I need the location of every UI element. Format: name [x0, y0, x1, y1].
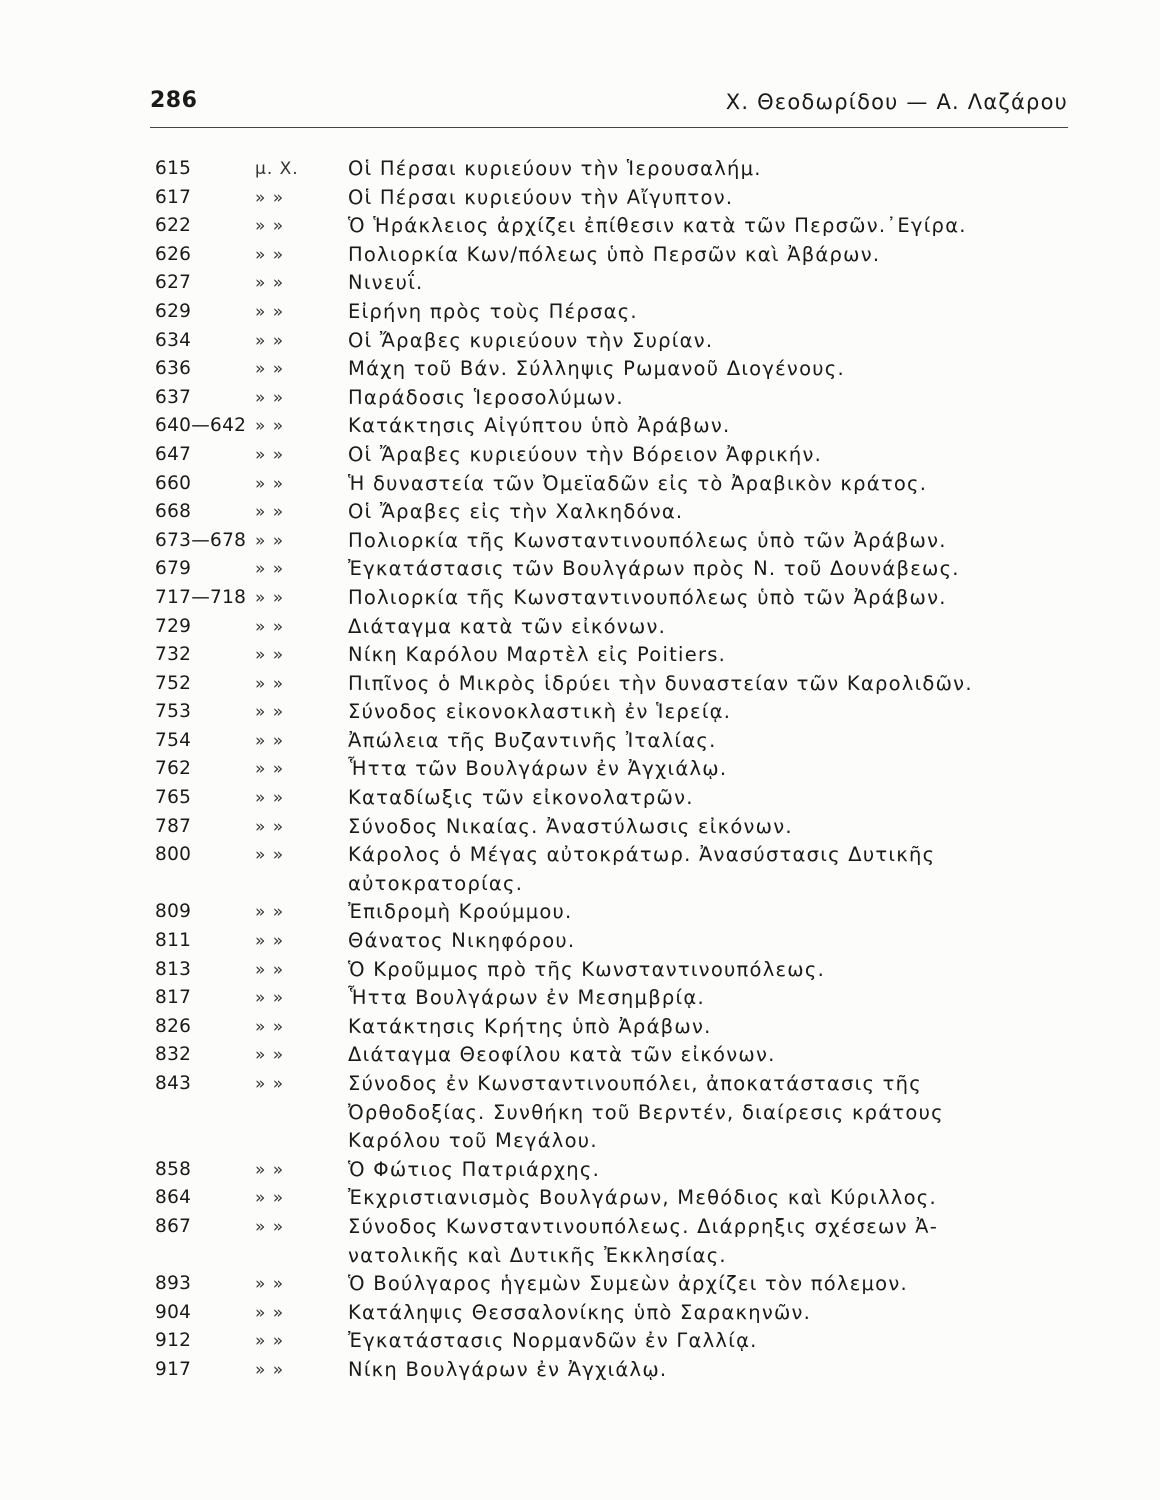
entry-year: 717—718: [155, 586, 247, 608]
entry-event-line: Νίκη Καρόλου Μαρτὲλ εἰς Poitiers.: [348, 643, 727, 667]
entry-era: » »: [255, 1274, 285, 1295]
entry-event: [348, 698, 1080, 727]
entry-year: 626: [155, 243, 192, 265]
chronology-entry: [155, 613, 1080, 642]
entry-event: [348, 613, 1080, 642]
entry-year: 754: [155, 729, 192, 751]
header-divider: [150, 127, 1068, 128]
chronology-entry: [155, 1327, 1080, 1356]
entry-era: » »: [255, 444, 285, 465]
entry-event: [348, 641, 1080, 670]
entry-era: » »: [255, 616, 285, 637]
entry-event-line: Οἱ Ἄραβες εἰς τὴν Χαλκηδόνα.: [348, 500, 684, 524]
entry-event-line: νατολικῆς καὶ Δυτικῆς Ἐκκλησίας.: [348, 1243, 727, 1267]
entry-event-line: Ὁ Ἡράκλειος ἀρχίζει ἐπίθεσιν κατὰ τῶν Περσῶν.᾿Εγίρα.: [348, 214, 967, 238]
chronology-entry: [155, 241, 1080, 270]
entry-year: 636: [155, 358, 192, 380]
page-number: 286: [150, 88, 198, 113]
entry-event: [348, 1299, 1080, 1328]
entry-event: [348, 355, 1080, 384]
entry-year: 732: [155, 644, 192, 666]
entry-event: [348, 184, 1080, 213]
chronology-entry: [155, 470, 1080, 499]
entry-era: » »: [255, 1159, 285, 1180]
entry-event: [348, 956, 1080, 985]
entry-era: » »: [255, 845, 285, 866]
entry-era: » »: [255, 959, 285, 980]
entry-event-line: Μάχη τοῦ Βάν. Σύλληψις Ρωμανοῦ Διογένους.: [348, 357, 845, 381]
entry-event-line: Ἐπιδρομὴ Κρούμμου.: [348, 900, 573, 924]
chronology-entry: [155, 727, 1080, 756]
entry-era: » »: [255, 1074, 285, 1094]
entry-event-line: Κάρολος ὁ Μέγας αὐτοκράτωρ. Ἀνασύστασις Δυτικῆς: [348, 843, 936, 867]
entry-era: » »: [255, 816, 285, 837]
entry-year: 800: [155, 844, 192, 866]
entry-event-line: Ἐκχριστιανισμὸς Βουλγάρων, Μεθόδιος καὶ Κύριλλος.: [348, 1186, 937, 1210]
entry-era: » »: [255, 673, 285, 694]
entry-event: [348, 212, 1080, 241]
entry-event: [348, 1270, 1080, 1299]
entry-year: 627: [155, 272, 192, 294]
entry-year: 629: [155, 300, 192, 322]
entry-event: [348, 327, 1080, 356]
entry-era: » »: [255, 1331, 285, 1352]
entry-era: » »: [255, 1302, 285, 1323]
entry-year: 858: [155, 1158, 192, 1180]
entry-year: 752: [155, 672, 192, 694]
entry-event-line: Σύνοδος ἐν Κωνσταντινουπόλει, ἀποκατάστασις τῆς: [348, 1072, 922, 1095]
entry-event-line: Ἐγκατάστασις τῶν Βουλγάρων πρὸς Ν. τοῦ Δουνάβεως.: [348, 557, 960, 581]
entry-event: [348, 1213, 1080, 1270]
entry-event-line: Ἀπώλεια τῆς Βυζαντινῆς Ἰταλίας.: [348, 728, 717, 752]
entry-era: » »: [255, 1016, 285, 1037]
entry-year: 668: [155, 501, 192, 523]
entry-era: » »: [255, 273, 285, 294]
entry-year: 787: [155, 815, 192, 837]
entry-era: » »: [255, 730, 285, 751]
entry-year: 811: [155, 930, 192, 952]
entry-year: 809: [155, 901, 192, 923]
entry-era: » »: [255, 1188, 285, 1209]
chronology-entry: [155, 412, 1080, 441]
entry-event-line: Οἱ Ἄραβες κυριεύουν τὴν Βόρειον Ἀφρικήν.: [348, 442, 823, 466]
entry-year: 912: [155, 1330, 192, 1352]
entry-event-line: Διάταγμα κατὰ τῶν εἰκόνων.: [348, 614, 667, 638]
entry-era: » »: [255, 187, 285, 208]
entry-event-line: Πολιορκία τῆς Κωνσταντινουπόλεως ὑπὸ τῶν Ἀράβων.: [348, 528, 947, 552]
chronology-entry: [155, 184, 1080, 213]
entry-year: 640—642: [155, 415, 247, 437]
entry-era: » »: [255, 473, 285, 494]
entry-era: » »: [255, 301, 285, 322]
entry-event-line: Θάνατος Νικηφόρου.: [348, 929, 576, 953]
chronology-list: [155, 155, 1080, 1385]
entry-era: » »: [255, 330, 285, 351]
entry-event: [348, 584, 1080, 613]
entry-year: 637: [155, 386, 192, 408]
entry-era: μ. Χ.: [255, 159, 299, 179]
entry-event-line: Ἧττα Βουλγάρων ἐν Μεσημβρίᾳ.: [348, 986, 705, 1010]
entry-era: » »: [255, 988, 285, 1009]
entry-event: [348, 470, 1080, 499]
chronology-entry: [155, 670, 1080, 699]
chronology-entry: [155, 813, 1080, 842]
entry-year: 634: [155, 329, 192, 351]
entry-event-line: Ὁ Φώτιος Πατριάρχης.: [348, 1157, 601, 1181]
entry-event: [348, 1041, 1080, 1070]
entry-year: 813: [155, 958, 192, 980]
entry-event-line: Σύνοδος Κωνσταντινουπόλεως. Διάρρηξις σχέσεων Ἀ-: [348, 1214, 939, 1238]
chronology-entry: [155, 212, 1080, 241]
entry-year: 917: [155, 1358, 192, 1380]
entry-event: [348, 412, 1080, 441]
chronology-entry: [155, 1070, 1080, 1156]
entry-event: [348, 1327, 1080, 1356]
entry-event: [348, 384, 1080, 413]
entry-event-line: Ὁ Κροῦμμος πρὸ τῆς Κωνσταντινουπόλεως.: [348, 957, 826, 981]
entry-event-line: Πολιορκία τῆς Κωνσταντινουπόλεως ὑπὸ τῶν Ἀράβων.: [348, 585, 947, 609]
entry-year: 729: [155, 615, 192, 637]
entry-event-line: Εἰρήνη πρὸς τοὺς Πέρσας.: [348, 299, 638, 323]
entry-event-line: Ἧττα τῶν Βουλγάρων ἐν Ἀγχιάλῳ.: [348, 757, 728, 781]
chronology-entry: [155, 155, 1080, 184]
entry-year: 647: [155, 443, 192, 465]
running-title: Χ. Θεοδωρίδου — Α. Λαζάρου: [725, 90, 1068, 114]
entry-event-line: Ἡ δυναστεία τῶν Ὀμεϊαδῶν εἰς τὸ Ἀραβικὸν κράτος.: [348, 471, 928, 495]
entry-year: 617: [155, 186, 192, 208]
entry-year: 826: [155, 1015, 192, 1037]
entry-event: [348, 298, 1080, 327]
chronology-entry: [155, 698, 1080, 727]
chronology-entry: [155, 1156, 1080, 1185]
entry-year: 753: [155, 701, 192, 723]
entry-event-line: Οἱ Πέρσαι κυριεύουν τὴν Ἱερουσαλήμ.: [348, 157, 762, 180]
page-header: [150, 88, 1068, 122]
chronology-entry: [155, 1299, 1080, 1328]
chronology-entry: [155, 841, 1080, 898]
chronology-entry: [155, 641, 1080, 670]
entry-event-line: Κατάκτησις Αἰγύπτου ὑπὸ Ἀράβων.: [348, 414, 731, 438]
chronology-entry: [155, 1213, 1080, 1270]
entry-era: » »: [255, 1045, 285, 1066]
entry-era: » »: [255, 1359, 285, 1380]
entry-year: 843: [155, 1073, 192, 1094]
entry-event: [348, 898, 1080, 927]
chronology-entry: [155, 584, 1080, 613]
chronology-entry: [155, 1356, 1080, 1385]
entry-era: » »: [255, 387, 285, 408]
entry-event: [348, 555, 1080, 584]
chronology-entry: [155, 355, 1080, 384]
entry-event: [348, 984, 1080, 1013]
chronology-entry: [155, 755, 1080, 784]
entry-event: [348, 441, 1080, 470]
chronology-entry: [155, 384, 1080, 413]
chronology-entry: [155, 984, 1080, 1013]
entry-year: 864: [155, 1187, 192, 1209]
entry-event: [348, 841, 1080, 898]
entry-event: [348, 1070, 1080, 1156]
entry-event-line: Σύνοδος Νικαίας. Ἀναστύλωσις εἰκόνων.: [348, 814, 793, 838]
entry-event-line: Ὀρθοδοξίας. Συνθήκη τοῦ Βερντέν, διαίρεσις κράτους: [348, 1100, 944, 1124]
entry-event-line: Σύνοδος εἰκονοκλαστικὴ ἐν Ἱερείᾳ.: [348, 700, 732, 724]
chronology-entry: [155, 298, 1080, 327]
entry-event-line: Πιπῖνος ὁ Μικρὸς ἱδρύει τὴν δυναστείαν τῶν Καρολιδῶν.: [348, 671, 973, 695]
entry-event: [348, 269, 1080, 298]
entry-event-line: Πολιορκία Κων/πόλεως ὑπὸ Περσῶν καὶ Ἀβάρων.: [348, 242, 881, 266]
entry-era: » »: [255, 788, 285, 809]
entry-era: » »: [255, 416, 285, 437]
chronology-entry: [155, 898, 1080, 927]
entry-era: » »: [255, 530, 285, 551]
entry-event-line: Κατάκτησις Κρήτης ὑπὸ Ἀράβων.: [348, 1014, 712, 1038]
entry-era: » »: [255, 359, 285, 380]
chronology-entry: [155, 555, 1080, 584]
entry-event: [348, 1156, 1080, 1185]
entry-event-line: Κατάληψις Θεσσαλονίκης ὑπὸ Σαρακηνῶν.: [348, 1300, 812, 1324]
entry-event: [348, 813, 1080, 842]
entry-year: 817: [155, 987, 192, 1009]
entry-event-line: Οἱ Πέρσαι κυριεύουν τὴν Αἴγυπτον.: [348, 185, 734, 209]
entry-year: 832: [155, 1044, 192, 1066]
chronology-entry: [155, 784, 1080, 813]
entry-era: » »: [255, 244, 285, 265]
entry-era: » »: [255, 931, 285, 952]
entry-year: 867: [155, 1215, 192, 1237]
entry-event-line: Διάταγμα Θεοφίλου κατὰ τῶν εἰκόνων.: [348, 1043, 776, 1067]
entry-event: [348, 527, 1080, 556]
chronology-entry: [155, 1041, 1080, 1070]
entry-year: 765: [155, 787, 192, 809]
entry-event: [348, 498, 1080, 527]
entry-year: 622: [155, 215, 192, 237]
entry-event-line: αὐτοκρατορίας.: [348, 871, 524, 895]
entry-era: » »: [255, 559, 285, 580]
entry-era: » »: [255, 587, 285, 608]
chronology-entry: [155, 927, 1080, 956]
entry-event: [348, 1184, 1080, 1213]
entry-event: [348, 1013, 1080, 1042]
entry-event: [348, 155, 1080, 184]
entry-era: » »: [255, 645, 285, 666]
chronology-entry: [155, 1184, 1080, 1213]
entry-event: [348, 755, 1080, 784]
entry-event: [348, 927, 1080, 956]
entry-event-line: Ὁ Βούλγαρος ἡγεμὼν Συμεὼν ἀρχίζει τὸν πόλεμον.: [348, 1272, 908, 1296]
entry-era: » »: [255, 502, 285, 523]
entry-event: [348, 670, 1080, 699]
entry-year: 673—678: [155, 529, 247, 551]
entry-year: 904: [155, 1301, 192, 1323]
entry-era: » »: [255, 1216, 285, 1237]
entry-event: [348, 1356, 1080, 1385]
entry-year: 893: [155, 1273, 192, 1295]
chronology-entry: [155, 956, 1080, 985]
entry-event-line: Νίκη Βουλγάρων ἐν Ἀγχιάλῳ.: [348, 1357, 668, 1381]
entry-year: 679: [155, 558, 192, 580]
chronology-entry: [155, 269, 1080, 298]
entry-event: [348, 241, 1080, 270]
entry-event-line: Παράδοσις Ἱεροσολύμων.: [348, 385, 624, 409]
entry-era: » »: [255, 216, 285, 237]
entry-event: [348, 784, 1080, 813]
chronology-entry: [155, 327, 1080, 356]
chronology-entry: [155, 1270, 1080, 1299]
chronology-entry: [155, 498, 1080, 527]
entry-year: 762: [155, 758, 192, 780]
chronology-entry: [155, 441, 1080, 470]
entry-year: 660: [155, 472, 192, 494]
entry-era: » »: [255, 902, 285, 923]
entry-event-line: Καρόλου τοῦ Μεγάλου.: [348, 1129, 598, 1153]
entry-era: » »: [255, 702, 285, 723]
entry-event-line: Ἐγκατάστασις Νορμανδῶν ἐν Γαλλίᾳ.: [348, 1329, 758, 1353]
entry-year: 615: [155, 158, 192, 179]
chronology-entry: [155, 1013, 1080, 1042]
entry-event-line: Καταδίωξις τῶν εἰκονολατρῶν.: [348, 786, 694, 810]
entry-era: » »: [255, 759, 285, 780]
chronology-entry: [155, 527, 1080, 556]
entry-event-line: Νινευΐ.: [348, 271, 424, 295]
entry-event-line: Οἱ Ἄραβες κυριεύουν τὴν Συρίαν.: [348, 328, 714, 352]
entry-event: [348, 727, 1080, 756]
